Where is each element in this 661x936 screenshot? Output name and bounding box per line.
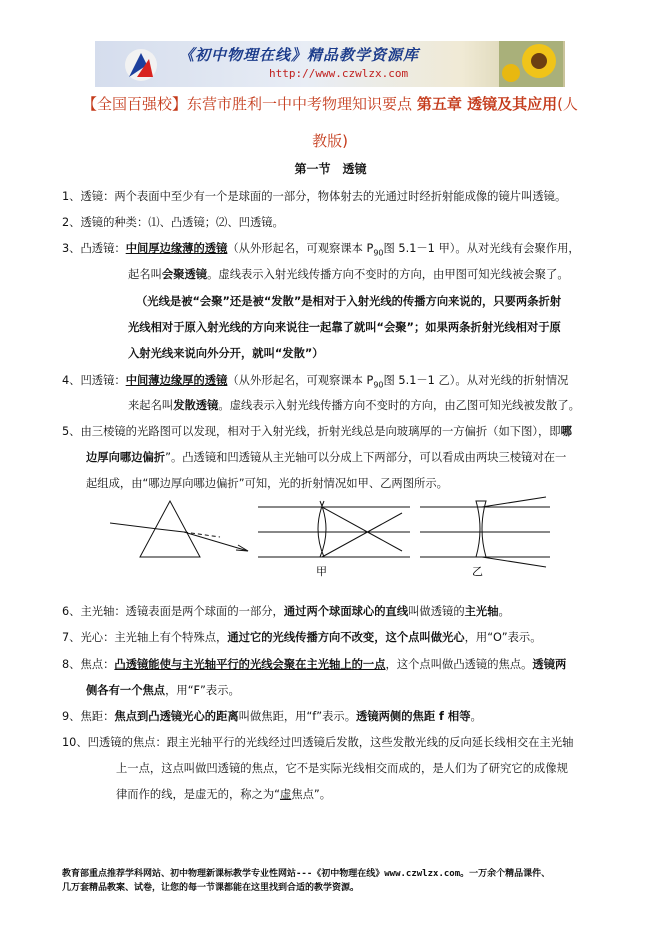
item-9-label: 9、焦距： <box>62 710 115 723</box>
banner-url[interactable]: http://www.czwlzx.com <box>269 67 409 80</box>
item-3-name-prefix: 起名叫 <box>128 268 162 281</box>
item-3-explanation: 。虚线表示入射光线传播方向不变时的方向，由甲图可知光线被会聚了。 <box>207 268 569 281</box>
item-3-line2 <box>128 267 569 283</box>
item-9-end: 。 <box>470 710 482 723</box>
banner-title: 《初中物理在线》精品教学资源库 <box>179 46 420 64</box>
item-3-definition: 中间厚边缘薄的透镜 <box>125 242 228 255</box>
document-title <box>60 94 600 114</box>
concave-lens-diagram <box>420 497 550 567</box>
sunflower-image <box>499 41 563 87</box>
item-7 <box>62 630 542 646</box>
item-6-definition: 通过两个球面球心的直线 <box>283 605 409 618</box>
item-5-line2 <box>86 450 566 466</box>
item-4-name: 发散透镜 <box>173 399 219 412</box>
item-5-rule: 边厚向哪边偏折 <box>86 451 166 464</box>
prism-diagram <box>110 501 248 557</box>
item-8-label: 8、焦点： <box>62 658 115 671</box>
item-10-term: 虚 <box>280 788 292 801</box>
item-10-text: 律而作的线，是虚无的，称之为“ <box>116 788 281 801</box>
item-8-note: 侧各有一个焦点 <box>86 684 166 697</box>
item-9 <box>62 709 482 725</box>
item-5-line1 <box>62 424 572 440</box>
footer-line-1: 教育部重点推荐学科网站、初中物理新课标教学专业性网站---《初中物理在线》www.czwlzx.com。一万余个精品课件、 <box>62 869 551 879</box>
item-3-remark-line3: 入射光线来说向外分开，就叫“发散”） <box>128 347 324 360</box>
item-8-line2 <box>86 683 240 699</box>
item-3-note: （从外形起名，可观察课本 P <box>227 242 374 255</box>
item-4-explanation: 。虚线表示入射光线传播方向不变时的方向，由乙图可知光线被发散了。 <box>218 399 580 412</box>
title-part-edition-open: (人 <box>557 95 578 113</box>
item-6-label: 6、主光轴：透镜表面是两个球面的一部分， <box>62 605 284 618</box>
item-2: 2、透镜的种类：⑴、凸透镜；⑵、凹透镜。 <box>62 216 284 229</box>
item-5-text: 5、由三棱镜的光路图可以发现，相对于入射光线，折射光线总是向玻璃厚的一方偏折（如下图），即 <box>62 425 561 438</box>
item-5-rule-start: 哪 <box>560 425 572 438</box>
item-3-note-end: 图 5.1－1 甲）。从对光线有会聚作用， <box>383 242 580 255</box>
item-4-line2 <box>128 398 580 414</box>
item-10-line3 <box>116 787 331 803</box>
item-4-page: 90 <box>373 380 384 390</box>
item-9-definition: 焦点到凸透镜光心的距离 <box>114 710 239 723</box>
figure-label-jia: 甲 <box>316 565 327 578</box>
item-4-note: （从外形起名，可观察课本 P <box>227 374 374 387</box>
item-9-symbol: 叫做焦距，用“f”表示。 <box>238 710 357 723</box>
item-9-note: 透镜两侧的焦距 f 相等 <box>356 710 471 723</box>
lens-refraction-figure <box>110 495 550 585</box>
item-10-line2: 上一点，这点叫做凹透镜的焦点，它不是实际光线相交而成的，是人们为了研究它的成像规 <box>116 762 568 775</box>
title-part-chapter: 第五章 透镜及其应用 <box>416 95 558 113</box>
item-1: 1、透镜：两个表面中至少有一个是球面的一部分，物体射去的光通过时经折射能成像的镜片叫透镜。 <box>62 190 567 203</box>
site-logo-icon <box>123 47 159 83</box>
item-3-page: 90 <box>373 248 384 258</box>
item-3-remark-line2: 光线相对于原入射光线的方向来说往一起靠了就叫“会聚”；如果两条折射光线相对于原 <box>128 321 561 334</box>
item-4-label: 4、凹透镜： <box>62 374 126 387</box>
item-6-end: 。 <box>498 605 510 618</box>
item-8-line1 <box>62 657 566 673</box>
item-4-name-prefix: 来起名叫 <box>128 399 174 412</box>
item-4-note-end: 图 5.1－1 乙）。从对光线的折射情况 <box>383 374 569 387</box>
item-5-line3: 起组成，由“哪边厚向哪边偏折”可知，光的折射情况如甲、乙两图所示。 <box>86 477 448 490</box>
item-8-text: ，这个点叫做凸透镜的焦点。 <box>385 658 533 671</box>
item-5-text-2: ”。凸透镜和凹透镜从主光轴可以分成上下两部分，可以看成由两块三棱镜对在一 <box>165 451 567 464</box>
item-6-term: 主光轴 <box>464 605 499 618</box>
item-3-line1 <box>62 241 580 261</box>
site-banner <box>95 41 565 87</box>
section-heading: 第一节 透镜 <box>294 162 367 176</box>
item-3-remark-line1: （光线是被“会聚”还是被“发散”是相对于入射光线的传播方向来说的，只要两条折射 <box>136 295 562 308</box>
item-8-definition: 凸透镜能使与主光轴平行的光线会聚在主光轴上的一点 <box>114 658 386 671</box>
item-4-line1 <box>62 373 568 393</box>
item-8-note-start: 透镜两 <box>532 658 567 671</box>
item-3-label: 3、凸透镜： <box>62 242 126 255</box>
document-title-line2: 教版) <box>312 132 348 150</box>
item-7-definition: 通过它的光线传播方向不改变，这个点叫做光心 <box>227 631 465 644</box>
title-part-school: 【全国百强校】东营市胜利一中中考物理知识要点 <box>82 95 413 113</box>
item-7-label: 7、光心：主光轴上有个特殊点， <box>62 631 228 644</box>
item-10-end: 焦点”。 <box>291 788 332 801</box>
item-10-line1: 10、凹透镜的焦点：跟主光轴平行的光线经过凹透镜后发散，这些发散光线的反向延长线相交在主光轴 <box>62 736 574 749</box>
item-7-symbol: ，用“O”表示。 <box>464 631 542 644</box>
item-4-definition: 中间薄边缘厚的透镜 <box>125 374 228 387</box>
item-6-text: 叫做透镜的 <box>408 605 465 618</box>
item-8-symbol: ，用“F”表示。 <box>165 684 240 697</box>
figure-label-yi: 乙 <box>472 565 483 578</box>
footer-line-2: 几万套精品教案、试卷，让您的每一节课都能在这里找到合适的教学资源。 <box>62 883 360 893</box>
item-6 <box>62 604 510 620</box>
convex-lens-diagram <box>258 501 410 557</box>
item-3-name: 会聚透镜 <box>161 268 208 281</box>
